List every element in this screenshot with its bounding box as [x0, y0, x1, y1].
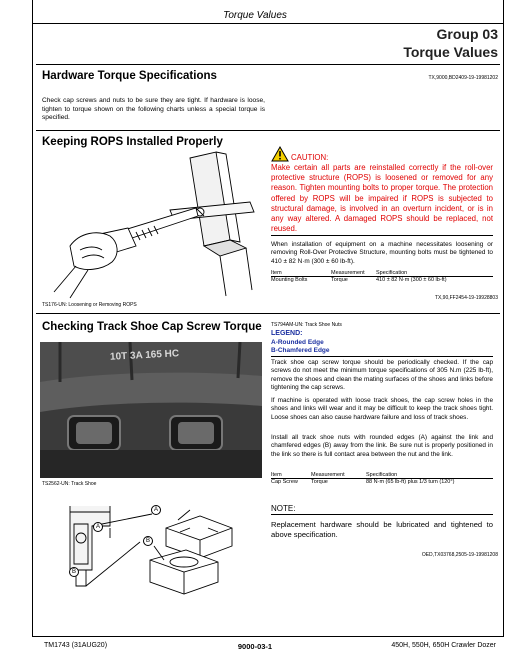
- caution-text: Make certain all parts are reinstalled correctly if the roll-over protective structure (ROPS) is loosened or removed for any reason. Tighten mounting bolts to proper torque. The protection offered by ROPS will be impaired if ROPS is subjected to structural damage, is involved in an overturn incident, or is in any way altered. A damaged ROPS should be replaced, not reused.: [271, 163, 493, 234]
- track-shoe-photo: [40, 342, 262, 478]
- legend-caption: TS794AM-UN: Track Shoe Nuts: [271, 322, 342, 328]
- caution-label: CAUTION:: [291, 153, 329, 162]
- table-cell: 88 N·m (65 lb-ft) plus 1/3 turn (120°): [366, 479, 455, 485]
- footer-rule: [32, 636, 504, 637]
- track-para-1: Track shoe cap screw torque should be periodically checked. If the cap screws do not meet the minimum torque specifications of 305 N.m (225 lb-ft), remove the shoes and clean the mating surfaces of the shoes and links before tightening the cap screws.: [271, 359, 493, 392]
- rops-spec-table: [271, 270, 493, 283]
- section-rule: [36, 130, 500, 131]
- track-ref: OED,TX03768,2505-19-19981208: [421, 552, 498, 558]
- group-label: Group 03: [436, 26, 498, 42]
- footer-left: TM1743 (31AUG20): [44, 642, 108, 649]
- legend-b: B-Chamfered Edge: [271, 347, 330, 354]
- hardware-ref: TX,9000,BD2409-19-19981202: [428, 75, 498, 81]
- track-para-2: If machine is operated with loose track shoes, the cap screw holes in the shoes and links will wear and it may be difficult to keep the track shoes tight. Loose shoes can also cause hardware failure and loss of track shoes.: [271, 397, 493, 421]
- legend-a: A-Rounded Edge: [271, 339, 324, 346]
- rule: [271, 356, 493, 357]
- table-header: Specification: [376, 270, 408, 276]
- callout-b-label: B: [143, 536, 153, 546]
- track-title: Checking Track Shoe Cap Screw Torque: [42, 321, 262, 333]
- table-cell: Mounting Bolts: [271, 277, 308, 283]
- photo-stamped-text: 10T 3A 165 HC: [109, 348, 180, 363]
- section-rule: [36, 313, 500, 314]
- callout-a-label: A: [151, 505, 161, 515]
- table-cell: 410 ± 82 N·m (300 ± 60 lb-ft): [376, 277, 447, 283]
- table-cell: Torque: [331, 277, 348, 283]
- running-title: Torque Values: [223, 10, 287, 21]
- rule: [271, 235, 493, 236]
- rops-title: Keeping ROPS Installed Properly: [42, 136, 223, 148]
- table-header: Measurement: [311, 472, 345, 478]
- table-header: Item: [271, 270, 282, 276]
- rops-ref: TX,90,FF2454-19-19928803: [434, 295, 498, 301]
- hardware-title: Hardware Torque Specifications: [42, 70, 217, 82]
- rops-body: When installation of equipment on a machine necessitates loosening or removing Roll-Over Protective Structure, mounting bolts must be tightened to 410 ± 82 N·m (300 ± 60 lb-ft).: [271, 241, 493, 265]
- hardware-text: Check cap screws and nuts to be sure they are tight. If hardware is loose, tighten to torque shown on the following charts unless a special torque is specified.: [42, 97, 265, 121]
- track-spec-table: [271, 472, 493, 485]
- track-para-3: Install all track shoe nuts with rounded edges (A) against the link and chamfered edges (B) away from the link. Be sure nut is properly positioned in the link so there is full contact area between the nut and the link.: [271, 434, 493, 458]
- warning-triangle-icon: [271, 146, 289, 162]
- note-text: Replacement hardware should be lubricated and tightened to above specification.: [271, 520, 493, 539]
- rops-figure-caption: TS176-UN: Loosening or Removing ROPS: [42, 302, 137, 308]
- photo-caption: TS2562-UN: Track Shoe: [42, 481, 97, 487]
- track-nut-figure: [40, 498, 262, 608]
- header-rule: [32, 23, 504, 24]
- rule: [271, 514, 493, 515]
- section-rule: [36, 64, 500, 65]
- table-header: Item: [271, 472, 282, 478]
- table-header: Specification: [366, 472, 398, 478]
- table-header: Measurement: [331, 270, 365, 276]
- legend-label: LEGEND:: [271, 330, 303, 337]
- footer-right: 450H, 550H, 650H Crawler Dozer: [391, 642, 496, 649]
- group-title: Torque Values: [403, 44, 498, 60]
- page-number: 9000-03-1: [237, 642, 273, 651]
- callout-a-label: A: [93, 522, 103, 532]
- rops-figure: [40, 150, 262, 300]
- note-label: NOTE:: [271, 504, 296, 513]
- callout-b-label: B: [69, 567, 79, 577]
- table-cell: Torque: [311, 479, 328, 485]
- table-cell: Cap Screw: [271, 479, 298, 485]
